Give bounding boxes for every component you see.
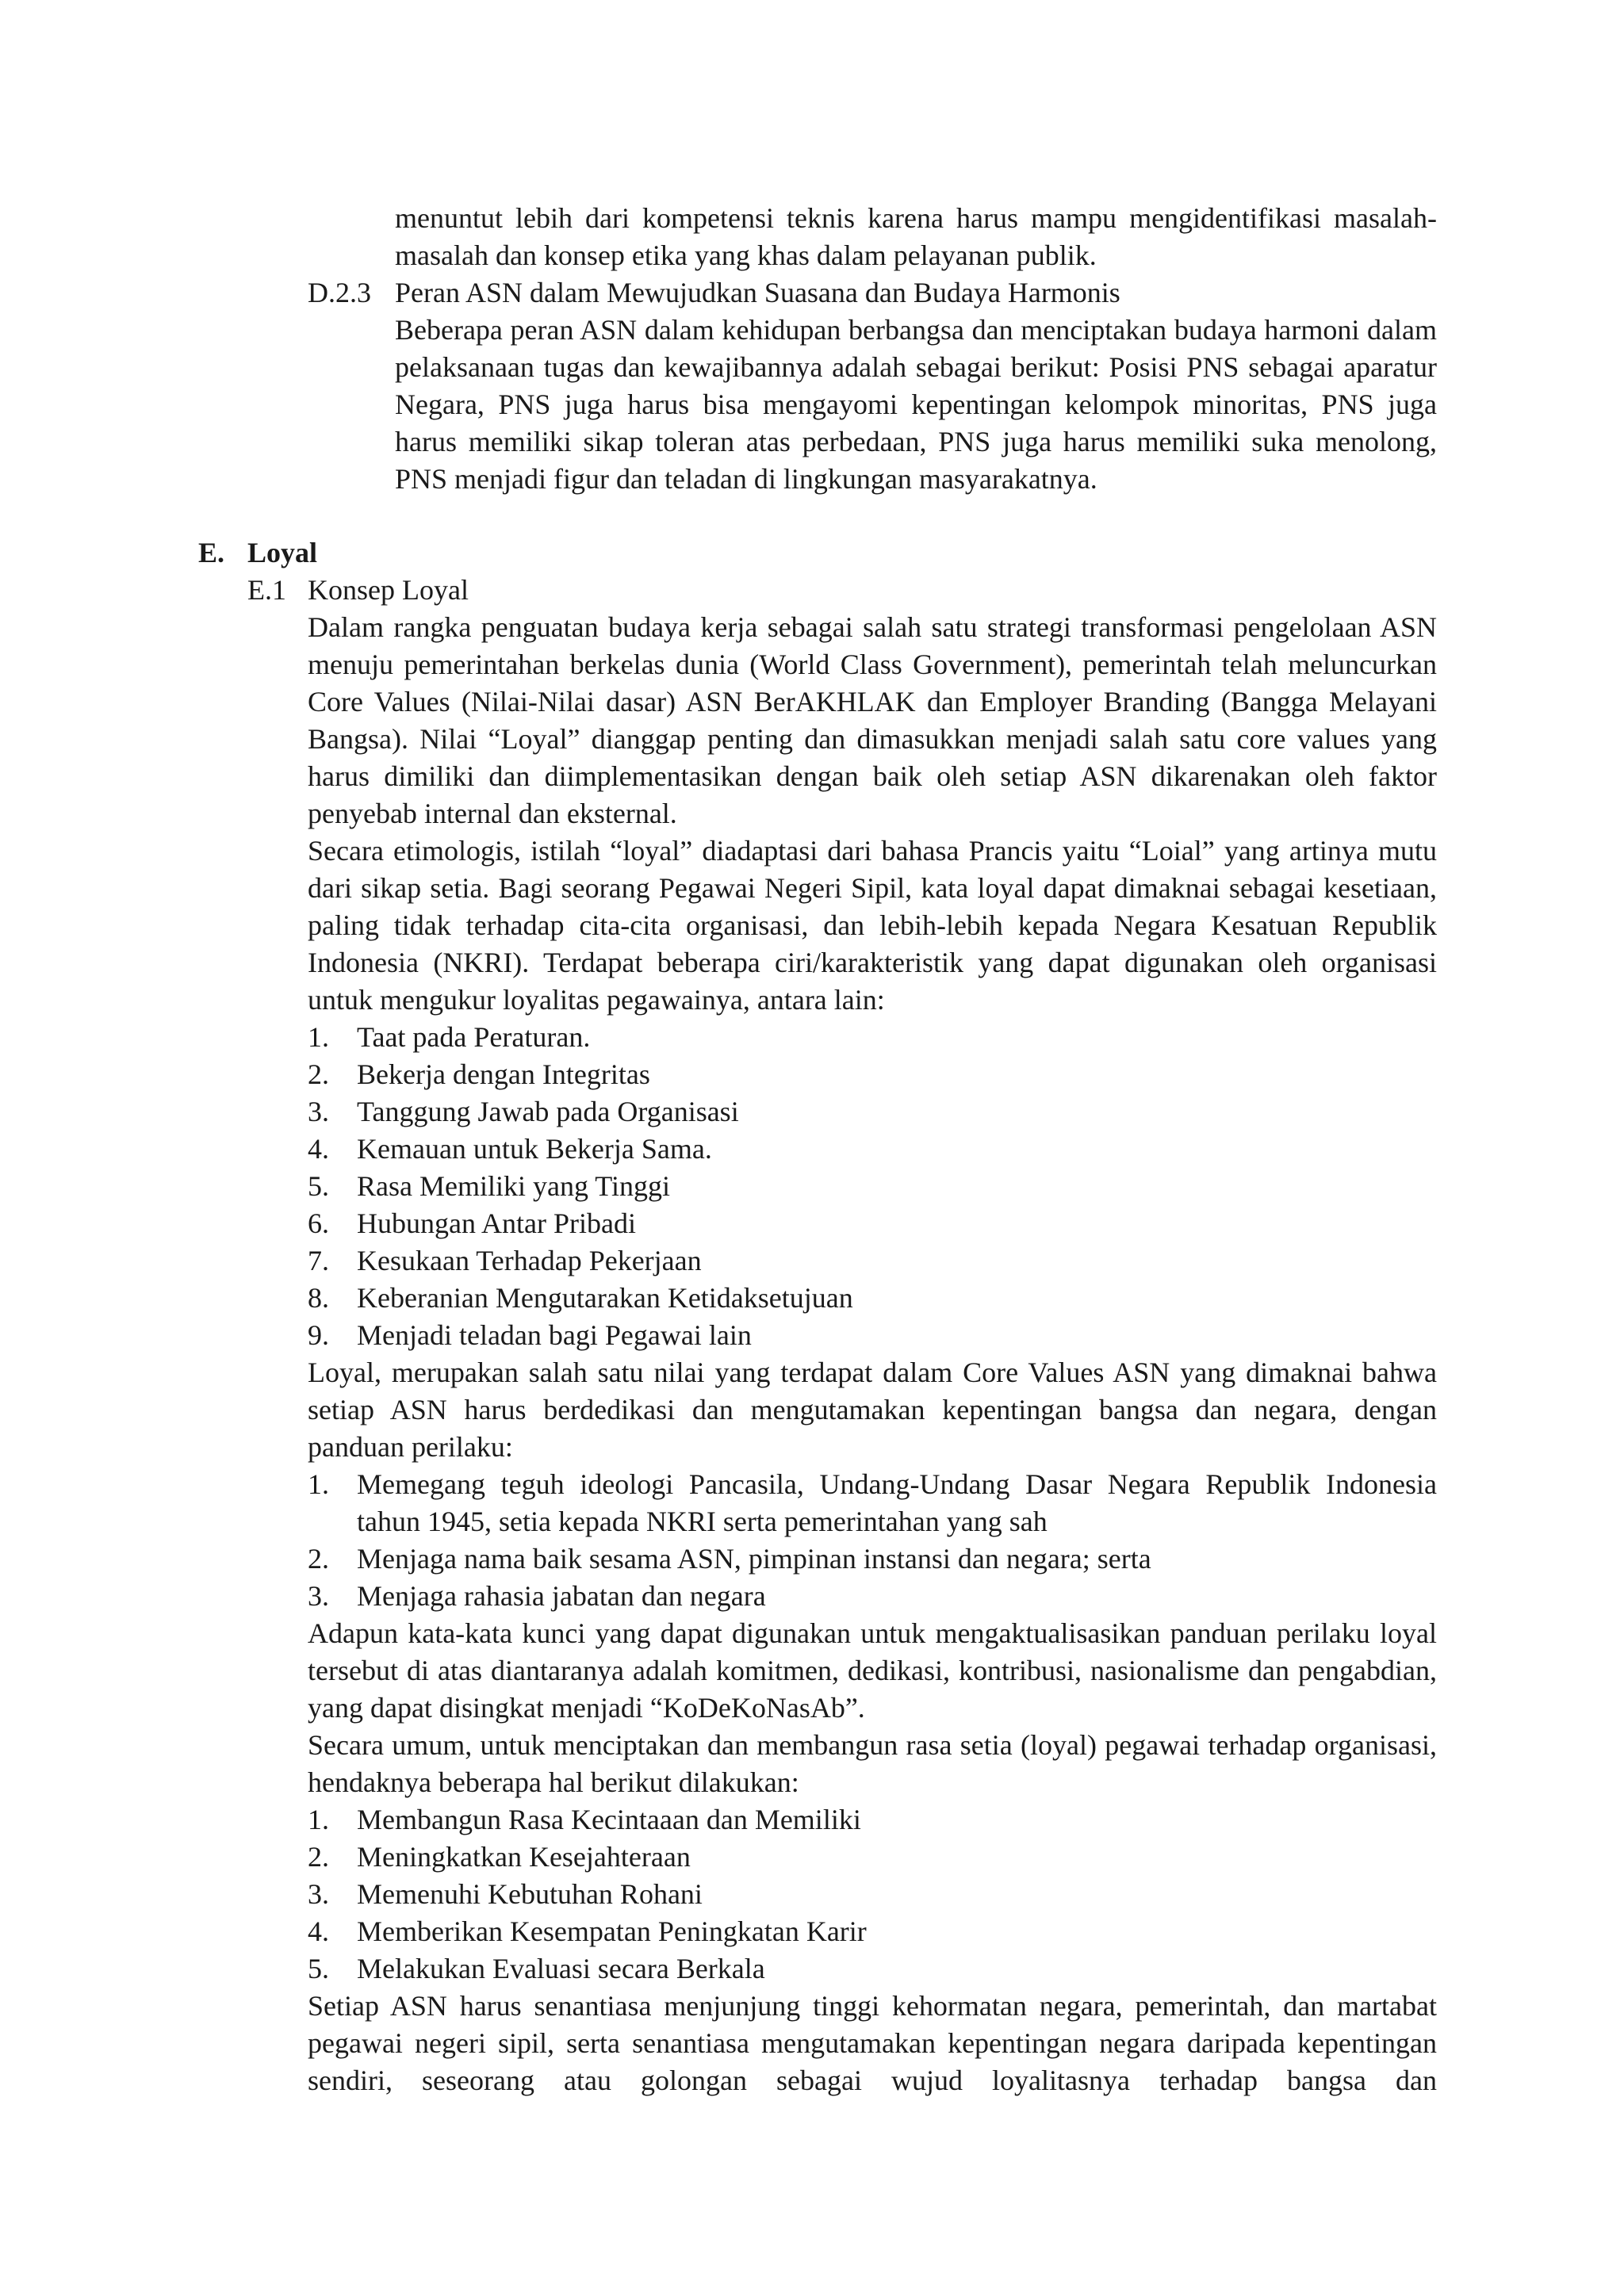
list-item: 9. Menjadi teladan bagi Pegawai lain <box>308 1319 752 1351</box>
subsection-number: E.1 <box>247 574 286 606</box>
list-item: 3. Menjaga rahasia jabatan dan negara <box>308 1580 766 1612</box>
subsection-title: Konsep Loyal <box>308 574 469 606</box>
subsection-body-d23 <box>395 312 1437 498</box>
list-item: 3. Memenuhi Kebutuhan Rohani <box>308 1878 703 1910</box>
list-item: 5. Rasa Memiliki yang Tinggi <box>308 1170 671 1202</box>
section-title: Loyal <box>247 537 318 568</box>
list-item: 3. Tanggung Jawab pada Organisasi <box>308 1096 739 1127</box>
list-item: 4. Memberikan Kesempatan Peningkatan Karir <box>308 1915 867 1947</box>
continuation-paragraph <box>395 200 1437 274</box>
subsection-heading-d23 <box>308 274 1120 312</box>
paragraph-text: menuntut lebih dari kompetensi teknis karena harus mampu mengidentifikasi masalah-masalah dan konsep etika yang khas dalam pelayanan publik. <box>395 202 1437 271</box>
paragraph-4: Adapun kata-kata kunci yang dapat digunakan untuk mengaktualisasikan panduan perilaku loyal tersebut di atas diantaranya adalah komitmen, dedikasi, kontribusi, nasionalisme dan pengabdian, yang dapat disingkat menjadi “KoDeKoNasAb”. <box>308 1617 1437 1724</box>
list-item: 4. Kemauan untuk Bekerja Sama. <box>308 1133 712 1165</box>
paragraph-6: Setiap ASN harus senantiasa menjunjung tinggi kehormatan negara, pemerintah, dan martabat pegawai negeri sipil, serta senantiasa mengutamakan kepentingan negara daripada kepentingan sendiri, seseorang atau golongan sebagai wujud loyalitasnya terhadap bangsa dan <box>308 1990 1437 2096</box>
characteristics-list <box>308 1019 1437 1354</box>
section-number: E. <box>198 537 225 568</box>
paragraph-text: Beberapa peran ASN dalam kehidupan berbangsa dan menciptakan budaya harmoni dalam pelaksanaan tugas dan kewajibannya adalah sebagai berikut: Posisi PNS sebagai aparatur Negara, PNS juga harus bisa mengayomi kepentingan kelompok minoritas, PNS juga harus memiliki sikap toleran atas perbedaan, PNS juga harus memiliki suka menolong, PNS menjadi figur dan teladan di lingkungan masyarakatnya. <box>395 314 1437 495</box>
list-item: 8. Keberanian Mengutarakan Ketidaksetujuan <box>308 1282 853 1314</box>
subsection-title: Peran ASN dalam Mewujudkan Suasana dan Budaya Harmonis <box>395 277 1120 308</box>
list-item: 1. Membangun Rasa Kecintaaan dan Memiliki <box>308 1804 861 1835</box>
section-heading-e <box>198 534 317 572</box>
paragraph-2: Secara etimologis, istilah “loyal” diadaptasi dari bahasa Prancis yaitu “Loial” yang artinya mutu dari sikap setia. Bagi seorang Pegawai Negeri Sipil, kata loyal dapat dimaknai sebagai kesetiaan, paling tidak terhadap cita-cita organisasi, dan lebih-lebih kepada Negara Kesatuan Republik Indonesia (NKRI). Terdapat beberapa ciri/karakteristik yang dapat digunakan oleh organisasi untuk mengukur loyalitas pegawainya, antara lain: <box>308 835 1437 1016</box>
behaviors-list <box>308 1466 1437 1615</box>
list-item: 2. Meningkatkan Kesejahteraan <box>308 1841 691 1873</box>
list-item: 2. Menjaga nama baik sesama ASN, pimpinan instansi dan negara; serta <box>308 1543 1151 1575</box>
section-e1-content <box>308 609 1437 2099</box>
actions-list <box>308 1801 1437 1988</box>
subsection-number: D.2.3 <box>308 277 371 308</box>
list-item: 6. Hubungan Antar Pribadi <box>308 1207 636 1239</box>
paragraph-1: Dalam rangka penguatan budaya kerja sebagai salah satu strategi transformasi pengelolaan ASN menuju pemerintahan berkelas dunia (World Class Government), pemerintah telah meluncurkan Core Values (Nilai-Nilai dasar) ASN BerAKHLAK dan Employer Branding (Bangga Melayani Bangsa). Nilai “Loyal” dianggap penting dan dimasukkan menjadi salah satu core values yang harus dimiliki dan diimplementasikan dengan baik oleh setiap ASN dikarenakan oleh faktor penyebab internal dan eksternal. <box>308 611 1437 829</box>
paragraph-3: Loyal, merupakan salah satu nilai yang terdapat dalam Core Values ASN yang dimaknai bahwa setiap ASN harus berdedikasi dan mengutamakan kepentingan bangsa dan negara, dengan panduan perilaku: <box>308 1357 1437 1463</box>
subsection-heading-e1 <box>247 572 469 609</box>
paragraph-5: Secara umum, untuk menciptakan dan membangun rasa setia (loyal) pegawai terhadap organisasi, hendaknya beberapa hal berikut dilakukan: <box>308 1729 1437 1798</box>
list-item: 1. Memegang teguh ideologi Pancasila, Undang-Undang Dasar Negara Republik Indonesia tahun 1945, setia kepada NKRI serta pemerintahan yang sah <box>308 1468 1437 1537</box>
list-item: 5. Melakukan Evaluasi secara Berkala <box>308 1953 765 1984</box>
list-item: 2. Bekerja dengan Integritas <box>308 1058 650 1090</box>
list-item: 1. Taat pada Peraturan. <box>308 1021 591 1053</box>
list-item: 7. Kesukaan Terhadap Pekerjaan <box>308 1245 702 1276</box>
